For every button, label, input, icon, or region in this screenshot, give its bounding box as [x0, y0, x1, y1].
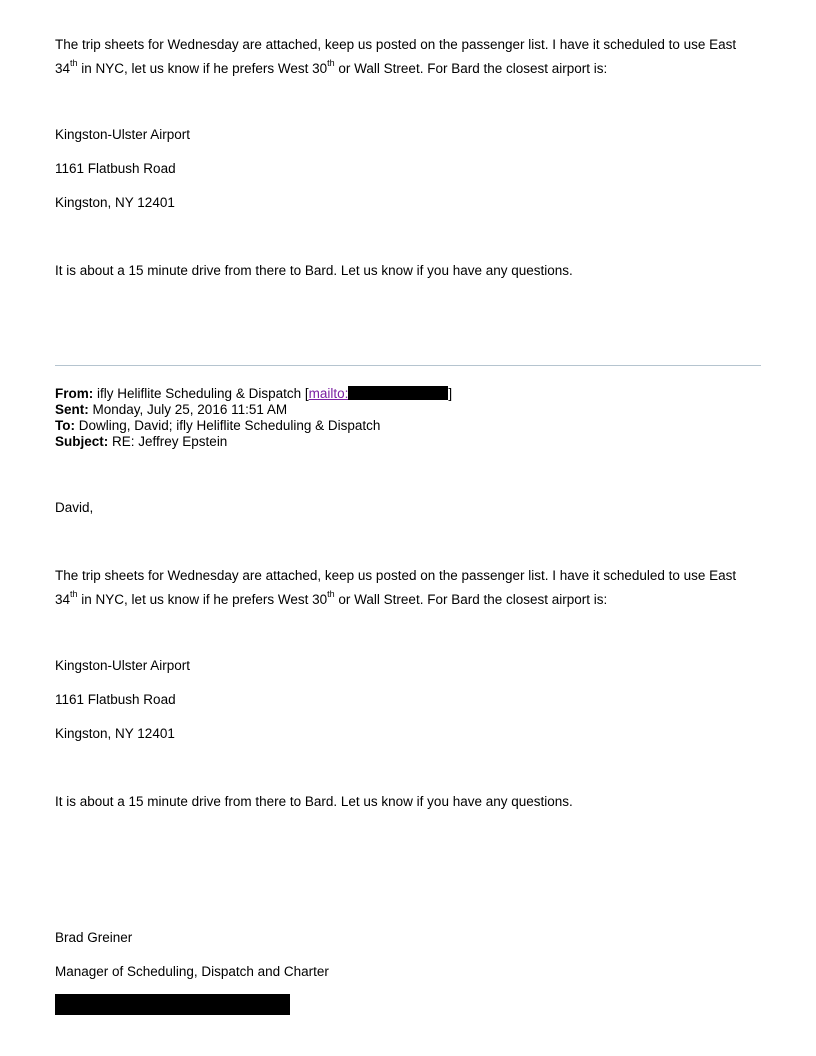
signature-name: Brad Greiner: [55, 930, 133, 945]
reply-message-line1: The trip sheets for Wednesday are attached, keep us posted on the passenger list. I have it scheduled to use East: [55, 568, 737, 583]
to-label: To:: [55, 418, 75, 433]
subject-label: Subject:: [55, 434, 109, 449]
from-label: From:: [55, 386, 94, 401]
top-message-closing: It is about a 15 minute drive from there to Bard. Let us know if you have any questions.: [55, 263, 573, 278]
reply-message-closing: It is about a 15 minute drive from there to Bard. Let us know if you have any questions.: [55, 794, 573, 809]
ordinal-suffix: th: [327, 589, 335, 599]
top-airport-street: 1161 Flatbush Road: [55, 161, 176, 176]
top-airport-name: Kingston-Ulster Airport: [55, 127, 191, 142]
street-number-34: 34: [55, 592, 71, 607]
line2-end-text: or Wall Street. For Bard the closest airport is:: [334, 61, 608, 76]
sent-value: Monday, July 25, 2016 11:51 AM: [88, 402, 288, 417]
reply-greeting: David,: [55, 500, 94, 515]
redacted-email-address: [348, 386, 448, 400]
reply-airport-city: Kingston, NY 12401: [55, 726, 175, 741]
from-close-bracket: ]: [448, 386, 453, 401]
from-value: ifly Heliflite Scheduling & Dispatch [: [93, 386, 309, 401]
email-from-line: [55, 386, 452, 402]
street-number-34: 34: [55, 61, 71, 76]
email-sent-line: [55, 402, 287, 418]
subject-value: RE: Jeffrey Epstein: [108, 434, 228, 449]
line2-end-text: or Wall Street. For Bard the closest airport is:: [334, 592, 608, 607]
ordinal-suffix: th: [70, 589, 78, 599]
top-message-line2: [55, 58, 607, 79]
line2-middle-text: in NYC, let us know if he prefers West 30: [77, 61, 328, 76]
sent-label: Sent:: [55, 402, 89, 417]
reply-airport-name: Kingston-Ulster Airport: [55, 658, 191, 673]
email-subject-line: [55, 434, 227, 450]
top-message-line1: The trip sheets for Wednesday are attached, keep us posted on the passenger list. I have it scheduled to use East: [55, 37, 737, 52]
ordinal-suffix: th: [327, 58, 335, 68]
line2-middle-text: in NYC, let us know if he prefers West 30: [77, 592, 328, 607]
email-to-line: [55, 418, 380, 434]
redacted-signature-block: [55, 994, 290, 1015]
signature-title: Manager of Scheduling, Dispatch and Charter: [55, 964, 329, 979]
to-value: Dowling, David; ifly Heliflite Scheduling & Dispatch: [75, 418, 381, 433]
reply-message-line2: [55, 589, 607, 610]
message-separator: [55, 365, 761, 366]
mailto-link[interactable]: mailto:: [308, 386, 349, 401]
reply-airport-street: 1161 Flatbush Road: [55, 692, 176, 707]
top-airport-city: Kingston, NY 12401: [55, 195, 175, 210]
ordinal-suffix: th: [70, 58, 78, 68]
